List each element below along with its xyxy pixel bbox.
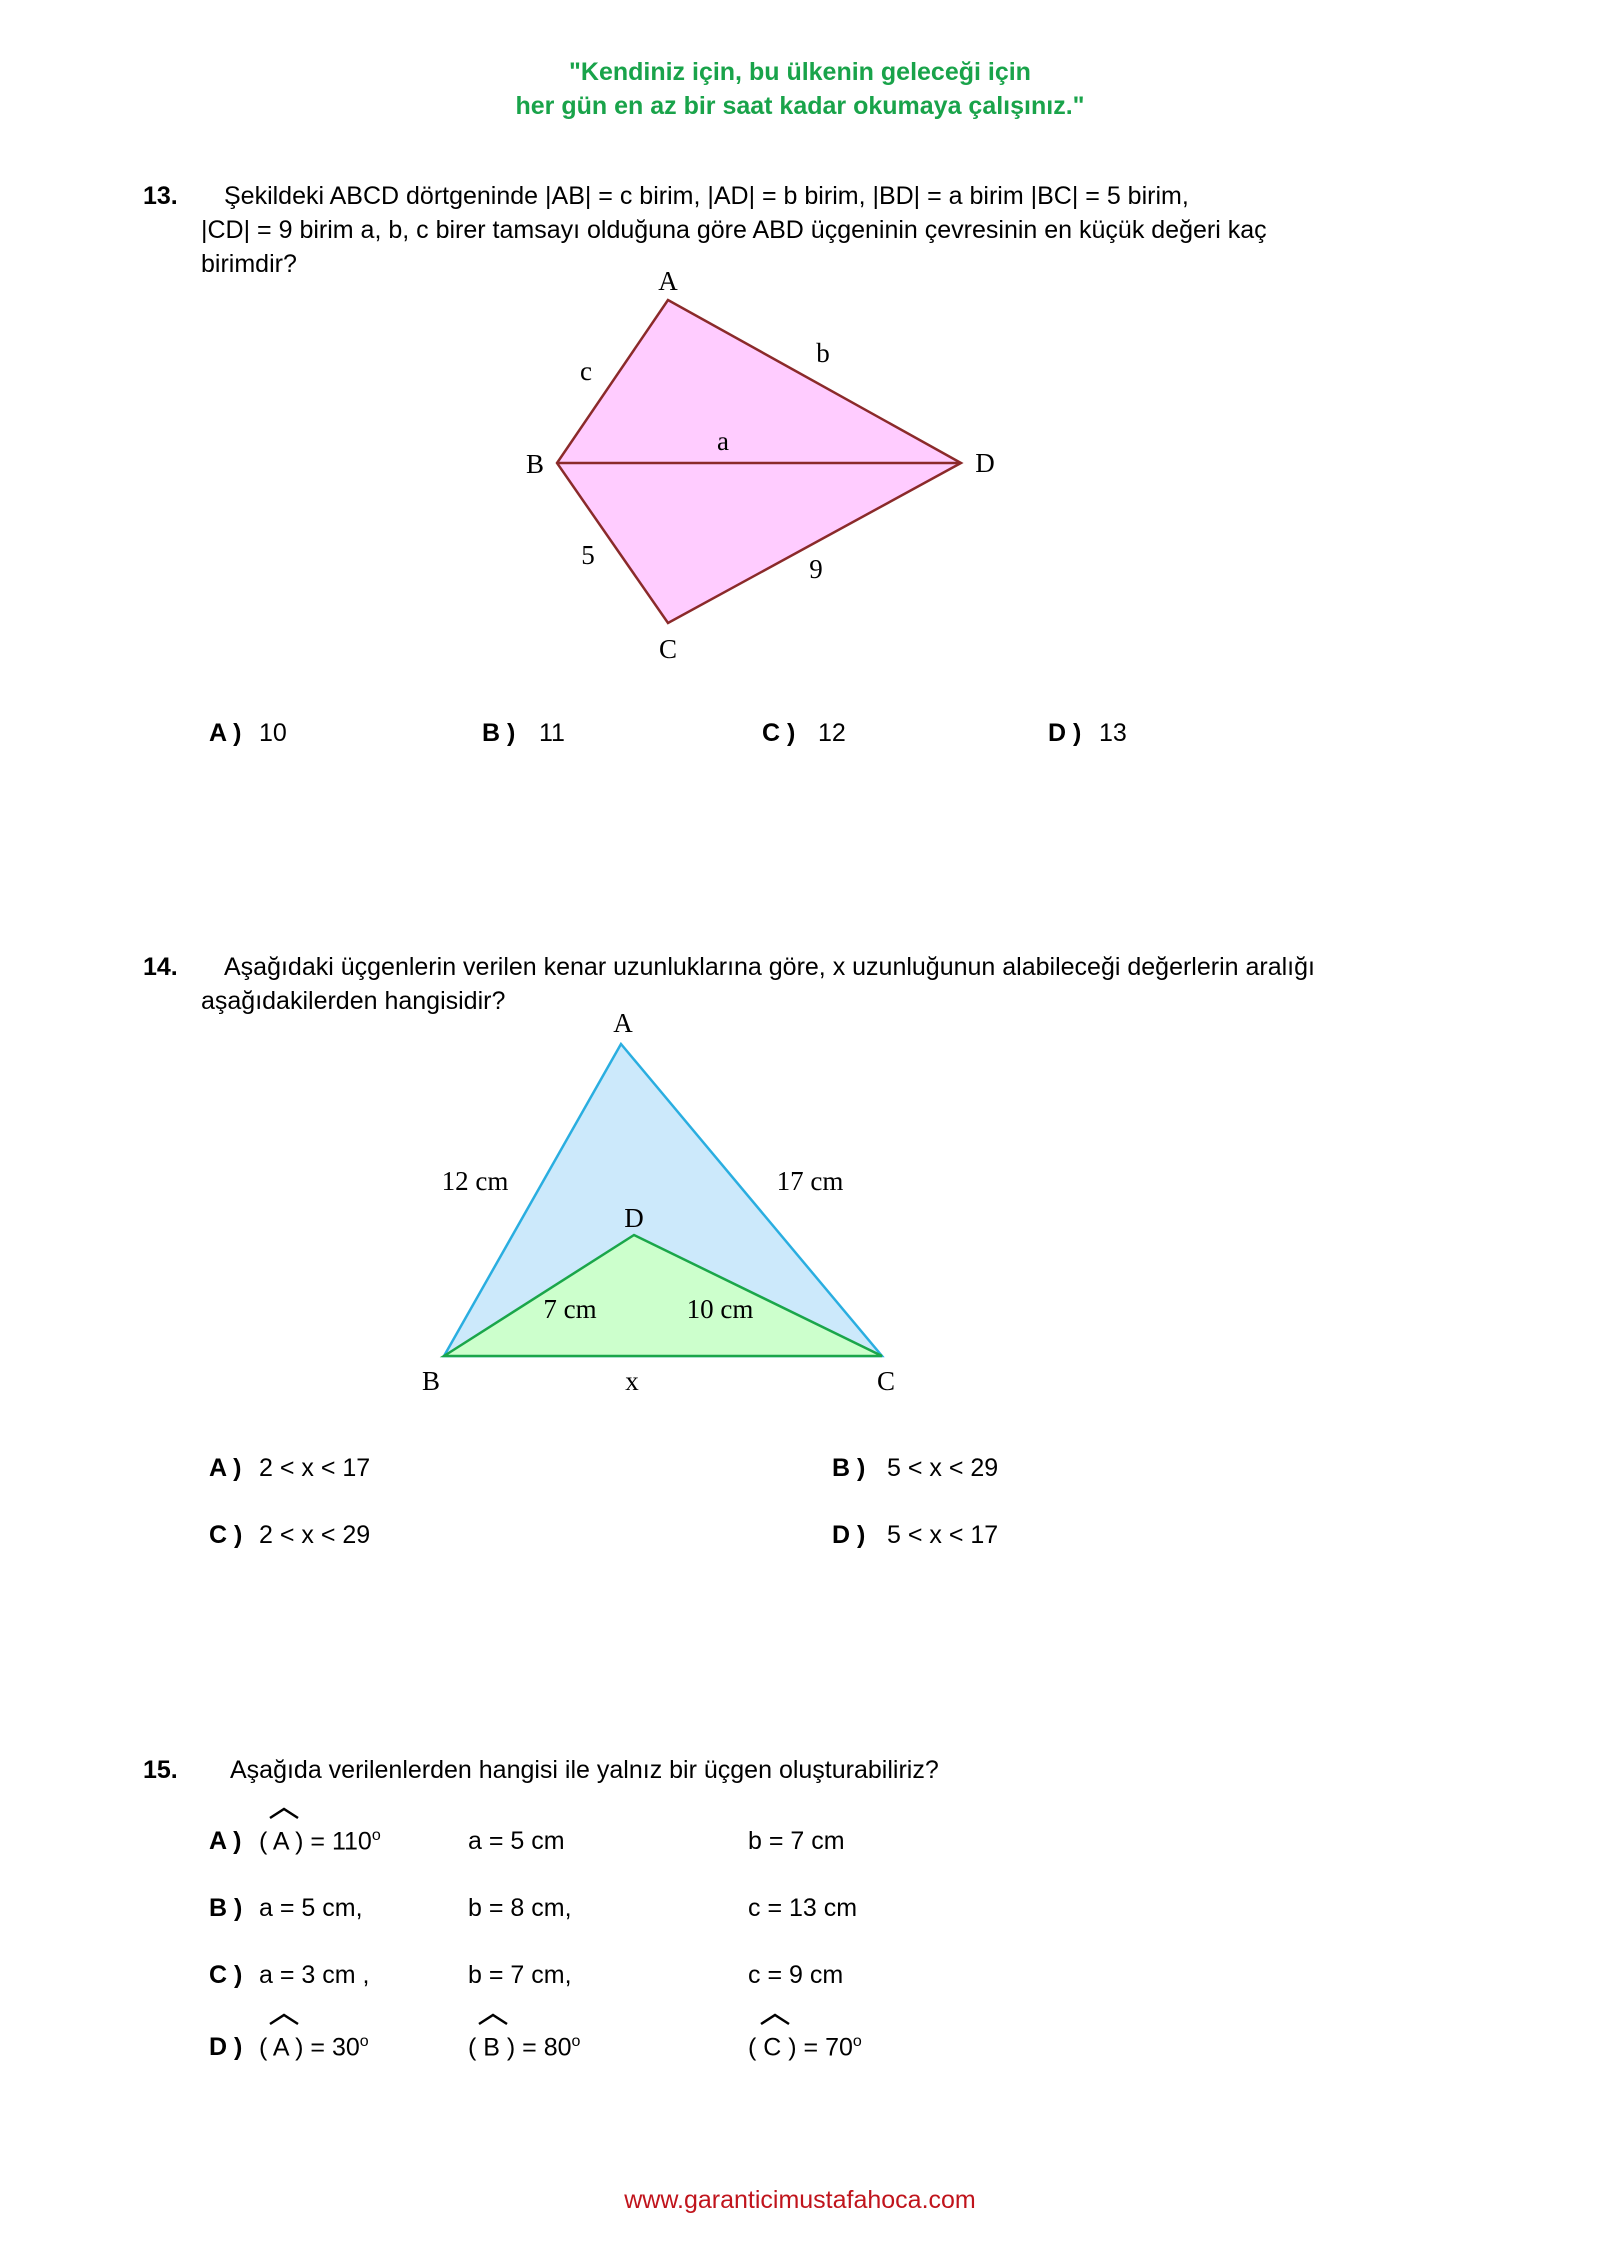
side-label-bd: 7 cm: [543, 1294, 597, 1324]
angle-hat-icon: [268, 2012, 300, 2026]
q14-option-a-label[interactable]: A ): [209, 1454, 242, 1482]
motto-line-2: her gün en az bir saat kadar okumaya çalışınız.": [515, 92, 1085, 120]
q15-option-d-angle-b[interactable]: ( B ) = $80^o$: [468, 2033, 581, 2062]
q13-option-a-label[interactable]: A ): [209, 719, 242, 747]
vertex-label-a: A: [613, 1008, 633, 1038]
vertex-label-c: C: [876, 1366, 896, 1396]
q15-option-a-label[interactable]: A ): [209, 1827, 242, 1855]
question-15-text: Aşağıda verilenlerden hangisi ile yalnız bir üçgen oluşturabiliriz?: [230, 1756, 939, 1784]
motto-line-1: "Kendiniz için, bu ülkenin geleceği için: [569, 58, 1031, 86]
footer-url[interactable]: www.garanticimustafahoca.com: [624, 2186, 976, 2214]
q15-option-d-angle-a[interactable]: ( A ) = $30^o$: [259, 2033, 369, 2062]
q15-option-c-label[interactable]: C ): [209, 1961, 243, 1989]
q15-option-c-side-c[interactable]: c = 9 cm: [748, 1961, 844, 1989]
q15-option-d-angle-c[interactable]: ( C ) = $70^o$: [748, 2033, 862, 2062]
q14-option-d-label[interactable]: D ): [832, 1521, 866, 1549]
q15-option-c-side-b[interactable]: b = 7 cm,: [468, 1961, 572, 1989]
vertex-label-d: D: [975, 448, 995, 478]
side-label-ab: 12 cm: [441, 1166, 509, 1196]
vertex-label-c: C: [658, 634, 678, 664]
quadrilateral-abcd: [557, 300, 961, 623]
q14-option-d-value[interactable]: 5 < x < 17: [887, 1521, 999, 1549]
question-15-number: 15.: [143, 1756, 178, 1784]
side-label-cd: 9: [809, 554, 823, 584]
q15-option-c-side-a[interactable]: a = 3 cm ,: [259, 1961, 370, 1989]
q13-option-b-value[interactable]: 11: [539, 719, 565, 747]
q13-option-a-value[interactable]: 10: [259, 719, 287, 747]
q15-option-b-side-c[interactable]: c = 13 cm: [748, 1894, 858, 1922]
q13-option-c-value[interactable]: 12: [818, 719, 846, 747]
side-label-a: a: [717, 426, 729, 456]
q14-option-b-label[interactable]: B ): [832, 1454, 866, 1482]
q14-option-b-value[interactable]: 5 < x < 29: [887, 1454, 999, 1482]
q13-option-c-label[interactable]: C ): [762, 719, 796, 747]
q14-option-c-value[interactable]: 2 < x < 29: [259, 1521, 371, 1549]
side-label-ac: 17 cm: [776, 1166, 844, 1196]
vertex-label-d: D: [624, 1203, 644, 1233]
question-13-line-2: |CD| = 9 birim a, b, c birer tamsayı olduğuna göre ABD üçgeninin çevresinin en küçük değeri kaç: [201, 216, 1267, 244]
side-label-bc: x: [625, 1366, 639, 1396]
side-label-b: b: [816, 338, 830, 368]
side-label-dc: 10 cm: [686, 1294, 754, 1324]
question-14-line-1: Aşağıdaki üçgenlerin verilen kenar uzunluklarına göre, x uzunluğunun alabileceği değerlerin aralığı: [224, 953, 1315, 981]
q15-option-a-side-a[interactable]: a = 5 cm: [468, 1827, 565, 1855]
q15-option-a-side-b[interactable]: b = 7 cm: [748, 1827, 845, 1855]
vertex-label-a: A: [658, 266, 678, 296]
question-14-number: 14.: [143, 953, 178, 981]
question-13-line-3: birimdir?: [201, 250, 297, 278]
vertex-label-b: B: [525, 449, 545, 479]
question-14-figure: [0, 990, 1600, 1410]
angle-hat-icon: [477, 2012, 509, 2026]
vertex-label-b: B: [421, 1366, 441, 1396]
q14-option-c-label[interactable]: C ): [209, 1521, 243, 1549]
q15-option-a-angle[interactable]: ( A ) = $110^o$: [259, 1827, 381, 1856]
question-13-figure: [0, 0, 1600, 700]
q15-option-b-side-a[interactable]: a = 5 cm,: [259, 1894, 363, 1922]
question-13-number: 13.: [143, 182, 178, 210]
q13-option-d-value[interactable]: 13: [1099, 719, 1127, 747]
q15-option-b-side-b[interactable]: b = 8 cm,: [468, 1894, 572, 1922]
question-13-line-1: Şekildeki ABCD dörtgeninde |AB| = c birim, |AD| = b birim, |BD| = a birim |BC| = 5 birim,: [224, 182, 1189, 210]
q13-option-d-label[interactable]: D ): [1048, 719, 1082, 747]
q15-option-d-label[interactable]: D ): [209, 2033, 243, 2061]
angle-hat-icon: [268, 1806, 300, 1820]
q14-option-a-value[interactable]: 2 < x < 17: [259, 1454, 371, 1482]
q15-option-b-label[interactable]: B ): [209, 1894, 243, 1922]
q13-option-b-label[interactable]: B ): [482, 719, 516, 747]
side-label-c: c: [580, 356, 592, 386]
question-14-line-2: aşağıdakilerden hangisidir?: [201, 987, 506, 1015]
side-label-bc: 5: [581, 540, 595, 570]
angle-hat-icon: [759, 2012, 791, 2026]
